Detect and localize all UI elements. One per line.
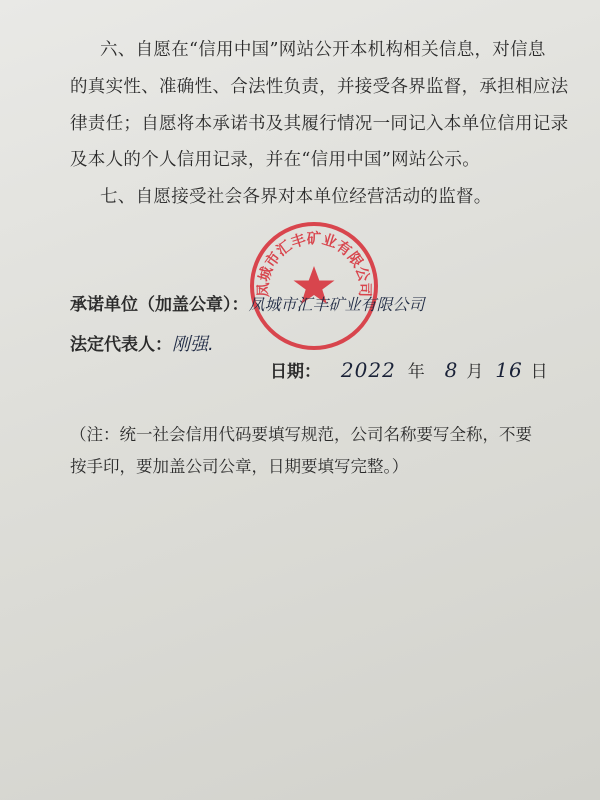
- representative-label: 法定代表人：: [70, 335, 172, 355]
- paragraph-six-line-4: 及本人的个人信用记录，并在“信用中国”网站公示。: [70, 150, 481, 170]
- unit-handwritten-name: 凤城市汇丰矿业有限公司: [248, 295, 425, 314]
- date-row: [270, 357, 548, 382]
- paragraph-six-line-2: 的真实性、准确性、合法性负责，并接受各界监督，承担相应法: [70, 77, 569, 97]
- representative-handwritten-name: 刚强.: [172, 334, 214, 355]
- date-month-value: 8: [444, 358, 459, 382]
- date-day-unit: 日: [530, 362, 548, 382]
- date-day-value: 16: [495, 358, 523, 382]
- unit-label: 承诺单位（加盖公章）：: [70, 295, 249, 315]
- date-year-value: 2022: [340, 358, 396, 382]
- company-seal: [248, 220, 380, 352]
- seal-text-path: 凤城市汇丰矿业有限公司: [255, 231, 373, 298]
- note-line-1: （注：统一社会信用代码要填写规范，公司名称要写全称，不要: [70, 425, 532, 444]
- date-month-unit: 月: [466, 362, 484, 382]
- unit-signature-row: [70, 290, 425, 315]
- paragraph-six-line-3: 律责任；自愿将本承诺书及其履行情况一同记入本单位信用记录: [70, 114, 569, 134]
- date-year-unit: 年: [407, 362, 425, 382]
- date-label: 日期：: [270, 362, 321, 382]
- note-line-2: 按手印，要加盖公司公章，日期要填写完整。）: [70, 457, 409, 476]
- representative-row: [70, 330, 214, 356]
- paragraph-seven: 七、自愿接受社会各界对本单位经营活动的监督。: [100, 187, 492, 207]
- paragraph-six-line-1: 六、自愿在“信用中国”网站公开本机构相关信息，对信息: [100, 40, 546, 60]
